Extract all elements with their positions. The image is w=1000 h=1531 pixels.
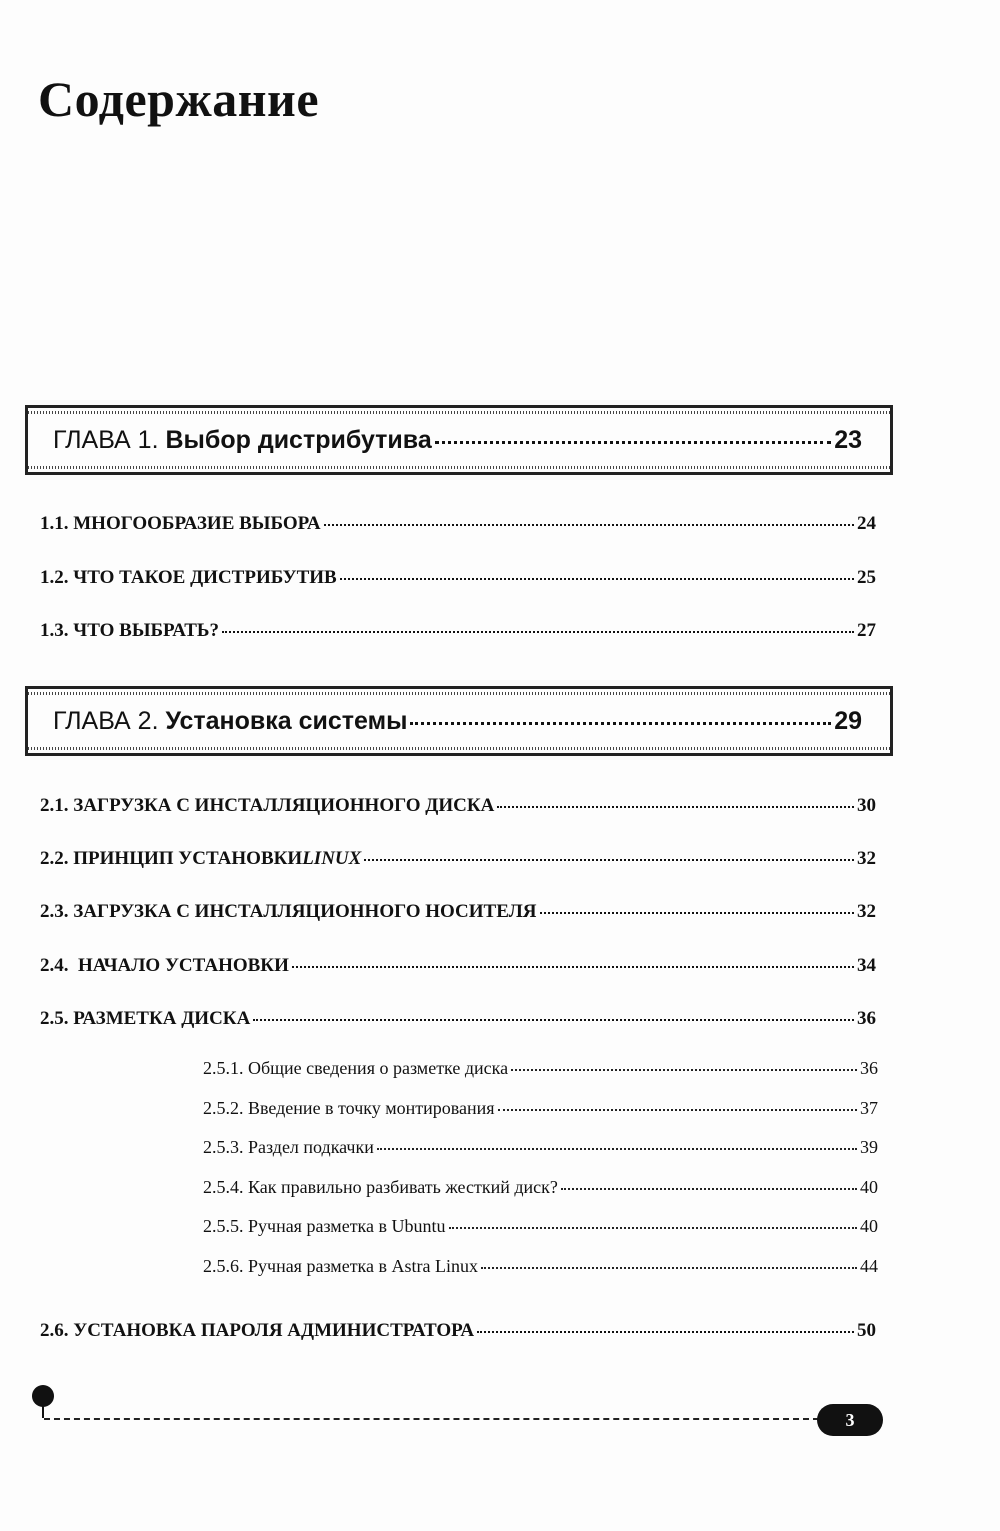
subsection-number: 2.5.4. xyxy=(203,1177,248,1197)
dot-leader xyxy=(561,1188,857,1190)
dot-leader xyxy=(253,1019,854,1021)
section-name: ЗАГРУЗКА С ИНСТАЛЛЯЦИОННОГО НОСИТЕЛЯ xyxy=(73,901,537,922)
section-number: 1.2. xyxy=(40,567,74,588)
section-page: 50 xyxy=(857,1320,876,1341)
section-page: 27 xyxy=(857,620,876,641)
chapter-name: Выбор дистрибутива xyxy=(165,426,432,454)
dot-leader xyxy=(292,966,854,968)
dot-leader xyxy=(540,912,854,914)
subsection-page: 40 xyxy=(860,1177,878,1197)
section-name: ЧТО ТАКОЕ ДИСТРИБУТИВ xyxy=(73,567,337,588)
section-name: ЗАГРУЗКА С ИНСТАЛЛЯЦИОННОГО ДИСКА xyxy=(73,795,495,816)
section-number: 2.6. xyxy=(40,1320,74,1341)
section-page: 34 xyxy=(857,955,876,976)
section-number: 2.2. xyxy=(40,848,74,869)
section-name: МНОГООБРАЗИЕ ВЫБОРА xyxy=(73,513,321,534)
section-page: 32 xyxy=(857,901,876,922)
dot-leader xyxy=(222,631,854,633)
toc-section-2-2[interactable] xyxy=(40,848,876,870)
chapter-1-entry[interactable] xyxy=(53,426,862,455)
section-number: 2.5. xyxy=(40,1008,74,1029)
toc-subsection-2-5-5[interactable] xyxy=(203,1216,878,1237)
subsection-name: Раздел подкачки xyxy=(248,1137,374,1157)
toc-section-1-1[interactable] xyxy=(40,513,876,535)
subsection-page: 40 xyxy=(860,1216,878,1236)
dot-leader xyxy=(435,441,831,444)
dot-leader xyxy=(377,1148,857,1150)
section-page: 24 xyxy=(857,513,876,534)
section-page: 36 xyxy=(857,1008,876,1029)
section-name: РАЗМЕТКА ДИСКА xyxy=(73,1008,251,1029)
dot-leader xyxy=(324,524,854,526)
dot-leader xyxy=(498,1109,857,1111)
dot-leader xyxy=(364,859,854,861)
subsection-name: Как правильно разбивать жесткий диск? xyxy=(248,1177,558,1197)
chapter-label: ГЛАВА 2. xyxy=(53,707,166,735)
subsection-number: 2.5.1. xyxy=(203,1058,248,1078)
pin-stem xyxy=(42,1404,44,1418)
page-number-badge: 3 xyxy=(817,1404,883,1436)
section-name: НАЧАЛО УСТАНОВКИ xyxy=(78,955,289,976)
subsection-page: 44 xyxy=(860,1256,878,1276)
toc-subsection-2-5-2[interactable] xyxy=(203,1098,878,1119)
subsection-name: Ручная разметка в Ubuntu xyxy=(248,1216,446,1236)
subsection-page: 36 xyxy=(860,1058,878,1078)
subsection-name: Общие сведения о разметке диска xyxy=(248,1058,509,1078)
toc-section-2-3[interactable] xyxy=(40,901,876,923)
toc-section-2-6[interactable] xyxy=(40,1320,876,1342)
toc-section-2-5[interactable] xyxy=(40,1008,876,1030)
section-number: 2.4. xyxy=(40,955,78,976)
section-page: 25 xyxy=(857,567,876,588)
subsection-number: 2.5.5. xyxy=(203,1216,248,1236)
section-name: УСТАНОВКА ПАРОЛЯ АДМИНИСТРАТОРА xyxy=(73,1320,475,1341)
subsection-number: 2.5.3. xyxy=(203,1137,248,1157)
chapter-name: Установка системы xyxy=(165,707,408,735)
toc-subsection-2-5-3[interactable] xyxy=(203,1137,878,1158)
section-number: 1.1. xyxy=(40,513,74,534)
toc-subsection-2-5-4[interactable] xyxy=(203,1177,878,1198)
toc-section-1-2[interactable] xyxy=(40,567,876,589)
section-page: 30 xyxy=(857,795,876,816)
dot-leader xyxy=(477,1331,854,1333)
subsection-number: 2.5.2. xyxy=(203,1098,248,1118)
section-name: ЧТО ВЫБРАТЬ? xyxy=(73,620,219,641)
section-number: 2.3. xyxy=(40,901,74,922)
chapter-page: 29 xyxy=(834,707,862,735)
section-name-italic: LINUX xyxy=(302,848,362,869)
dot-leader xyxy=(410,722,831,725)
section-name: ПРИНЦИП УСТАНОВКИ xyxy=(73,848,303,869)
section-number: 1.3. xyxy=(40,620,74,641)
subsection-number: 2.5.6. xyxy=(203,1256,248,1276)
toc-subsection-2-5-6[interactable] xyxy=(203,1256,878,1277)
page-title: Содержание xyxy=(38,71,320,127)
dot-leader xyxy=(340,578,854,580)
chapter-1-box xyxy=(25,405,893,475)
section-page: 32 xyxy=(857,848,876,869)
chapter-label: ГЛАВА 1. xyxy=(53,426,166,454)
chapter-2-entry[interactable] xyxy=(53,707,862,736)
dot-leader xyxy=(449,1227,857,1229)
chapter-2-box xyxy=(25,686,893,756)
subsection-name: Ручная разметка в Astra Linux xyxy=(248,1256,479,1276)
subsection-name: Введение в точку монтирования xyxy=(248,1098,495,1118)
dot-leader xyxy=(481,1267,857,1269)
toc-section-1-3[interactable] xyxy=(40,620,876,642)
chapter-page: 23 xyxy=(834,426,862,454)
subsection-page: 39 xyxy=(860,1137,878,1157)
toc-section-2-1[interactable] xyxy=(40,795,876,817)
dot-leader xyxy=(497,806,854,808)
toc-subsection-2-5-1[interactable] xyxy=(203,1058,878,1079)
subsection-page: 37 xyxy=(860,1098,878,1118)
dot-leader xyxy=(511,1069,857,1071)
section-number: 2.1. xyxy=(40,795,74,816)
footer-dashed-line xyxy=(44,1418,819,1420)
toc-section-2-4[interactable] xyxy=(40,955,876,977)
